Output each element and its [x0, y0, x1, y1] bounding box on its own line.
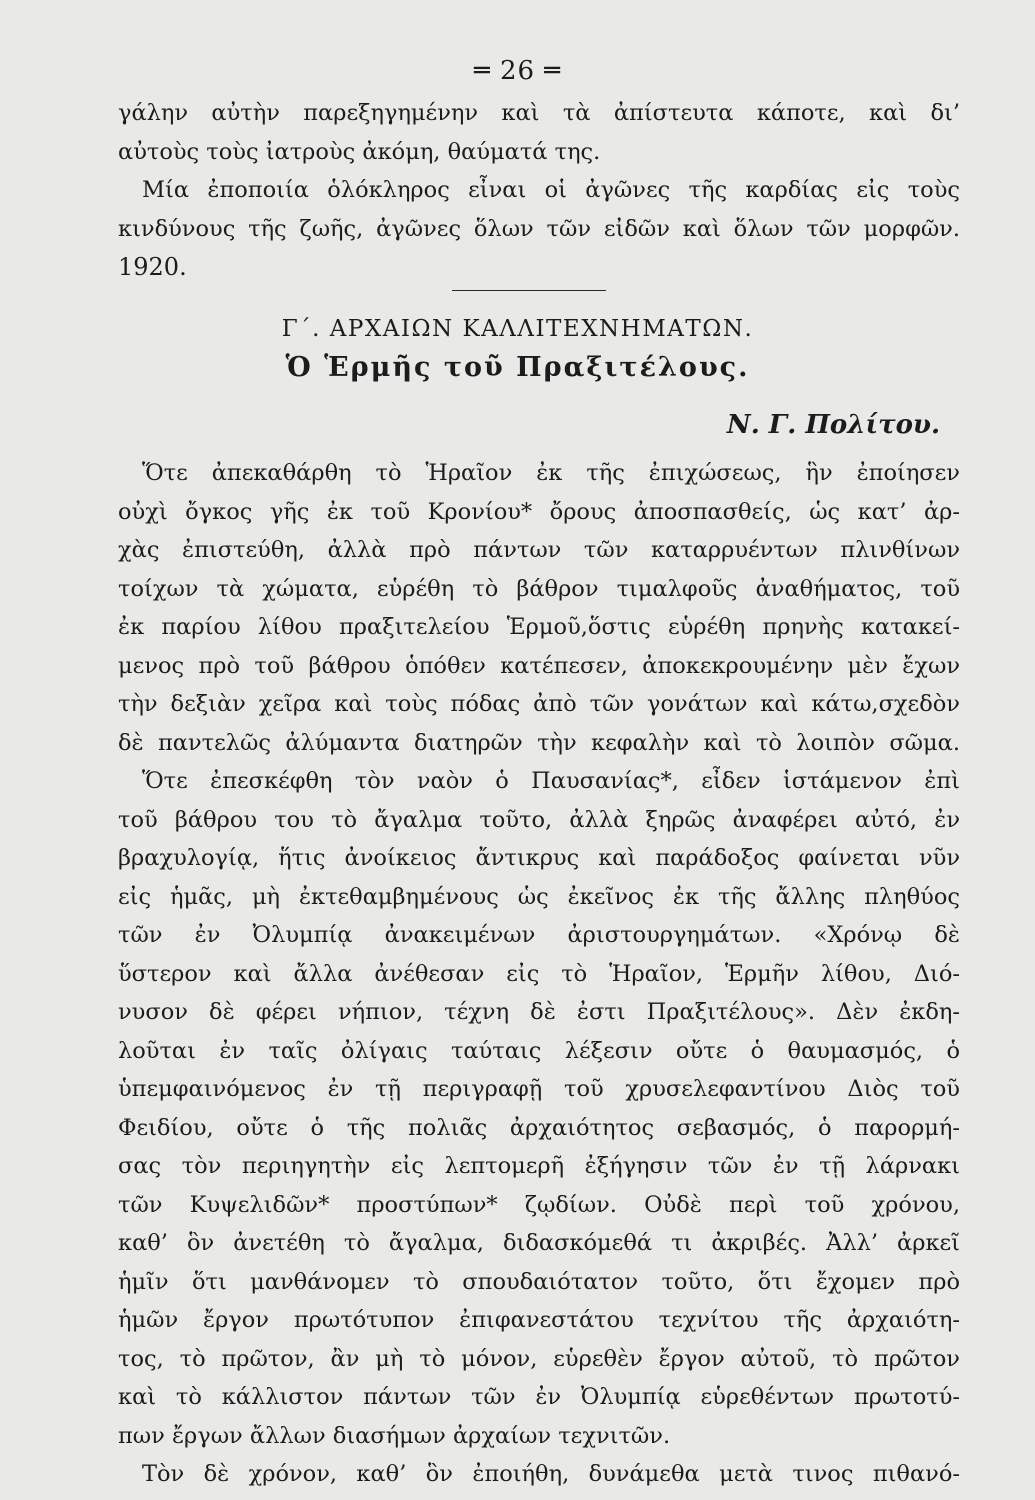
text-line: δὲ παντελῶς ἀλύμαντα διατηρῶν τὴν κεφαλὴν καὶ τὸ λοιπὸν σῶμα. [118, 729, 960, 756]
text-line: ἐκ παρίου λίθου πραξιτελείου Ἑρμοῦ,ὅστις εὑρέθη πρηνὴς κατακεί- [118, 614, 960, 640]
date-line: 1920. [118, 253, 187, 281]
text-line: λοῦται ἐν ταῖς ὀλίγαις ταύταις λέξεσιν οὔτε ὁ θαυμασμός, ὁ [118, 1037, 960, 1064]
text-line: Φειδίου, οὔτε ὁ τῆς πολιᾶς ἀρχαιότητος σεβασμός, ὁ παρορμή- [118, 1114, 960, 1141]
text-line: ἡμῶν ἔργον πρωτότυπον ἐπιφανεστάτου τεχνίτου τῆς ἀρχαιότη- [118, 1307, 960, 1333]
text-line: ἡμῖν ὅτι μανθάνομεν τὸ σπουδαιότατον τοῦτο, ὅτι ἔχομεν πρὸ [118, 1268, 960, 1295]
text-line: Μία ἐποποιία ὁλόκληρος εἶναι οἱ ἀγῶνες τῆς καρδίας εἰς τοὺς [142, 177, 960, 203]
text-line: οὐχὶ ὄγκος γῆς ἐκ τοῦ Κρονίου* ὄρους ἀποσπασθείς, ὡς κατ’ ἀρ- [118, 498, 960, 525]
text-line: ὑπεμφαινόμενος ἐν τῇ περιγραφῇ τοῦ χρυσελεφαντίνου Διὸς τοῦ [118, 1076, 960, 1102]
text-line: χὰς ἐπιστεύθη, ἀλλὰ πρὸ πάντων τῶν καταρρυέντων πλινθίνων [118, 537, 960, 563]
section-heading: Γ΄. ΑΡΧΑΙΩΝ ΚΑΛΛΙΤΕΧΝΗΜΑΤΩΝ. [281, 316, 754, 342]
text-line: βραχυλογίᾳ, ἥτις ἀνοίκειος ἄντικρυς καὶ παράδοξος φαίνεται νῦν [118, 845, 960, 871]
text-line: καθ’ ὃν ἀνετέθη τὸ ἄγαλμα, διδασκόμεθά τι ἀκριβές. Ἀλλ’ ἀρκεῖ [118, 1230, 960, 1256]
author-name: Ν. Γ. Πολίτου. [726, 410, 940, 440]
section-divider [452, 290, 606, 291]
text-line: τοίχων τὰ χώματα, εὑρέθη τὸ βάθρον τιμαλφοῦς ἀναθήματος, τοῦ [118, 575, 960, 602]
text-line: μενος πρὸ τοῦ βάθρου ὁπόθεν κατέπεσεν, ἀποκεκρουμένην μὲν ἔχων [118, 652, 960, 679]
text-line: καὶ τὸ κάλλιστον πάντων τῶν ἐν Ὀλυμπίᾳ εὑρεθέντων πρωτοτύ- [118, 1384, 960, 1410]
text-line: τῶν ἐν Ὀλυμπίᾳ ἀνακειμένων ἀριστουργημάτων. «Χρόνῳ δὲ [118, 922, 960, 948]
text-line: Ὅτε ἐπεσκέφθη τὸν ναὸν ὁ Παυσανίας*, εἶδεν ἱστάμενον ἐπὶ [142, 768, 960, 794]
article-title: Ὁ Ἑρμῆς τοῦ Πραξιτέλους. [285, 352, 750, 383]
text-line: εἰς ἡμᾶς, μὴ ἐκτεθαμβημένους ὡς ἐκεῖνος ἐκ τῆς ἄλλης πληθύος [118, 883, 960, 910]
text-line: νυσον δὲ φέρει νήπιον, τέχνη δὲ ἐστι Πραξιτέλους». Δὲν ἐκδη- [118, 999, 960, 1025]
text-line: Ὅτε ἀπεκαθάρθη τὸ Ἡραῖον ἐκ τῆς ἐπιχώσεως, ἣν ἐποίησεν [142, 460, 960, 486]
text-line: τὴν δεξιὰν χεῖρα καὶ τοὺς πόδας ἀπὸ τῶν γονάτων καὶ κάτω,σχεδὸν [118, 691, 960, 717]
article-body [118, 454, 960, 1494]
text-line: αὐτοὺς τοὺς ἰατροὺς ἀκόμη, θαύματά της. [118, 138, 601, 165]
previous-article-ending [118, 94, 960, 287]
text-line: τος, τὸ πρῶτον, ἂν μὴ τὸ μόνον, εὑρεθὲν ἔργον αὐτοῦ, τὸ πρῶτον [118, 1345, 960, 1372]
text-line: γάλην αὐτὴν παρεξηγημένην καὶ τὰ ἀπίστευτα κάποτε, καὶ δι’ [118, 100, 960, 126]
page-number: ═ 26 ═ [474, 56, 561, 86]
text-line: πων ἔργων ἄλλων διασήμων ἀρχαίων τεχνιτῶν. [118, 1422, 671, 1449]
text-line: Τὸν δὲ χρόνον, καθ’ ὃν ἐποιήθη, δυνάμεθα μετὰ τινος πιθανό- [142, 1461, 960, 1487]
text-line: τοῦ βάθρου του τὸ ἄγαλμα τοῦτο, ἀλλὰ ξηρῶς ἀναφέρει αὐτό, ἐν [118, 806, 960, 833]
text-line: τῶν Κυψελιδῶν* προστύπων* ζῳδίων. Οὐδὲ περὶ τοῦ χρόνου, [118, 1191, 960, 1218]
text-line: ὕστερον καὶ ἄλλα ἀνέθεσαν εἰς τὸ Ἡραῖον, Ἑρμῆν λίθου, Διό- [118, 960, 960, 987]
text-line: κινδύνους τῆς ζωῆς, ἀγῶνες ὅλων τῶν εἰδῶν καὶ ὅλων τῶν μορφῶν. [118, 215, 960, 242]
text-line: σας τὸν περιηγητὴν εἰς λεπτομερῆ ἐξήγησιν τῶν ἐν τῇ λάρνακι [118, 1153, 960, 1179]
